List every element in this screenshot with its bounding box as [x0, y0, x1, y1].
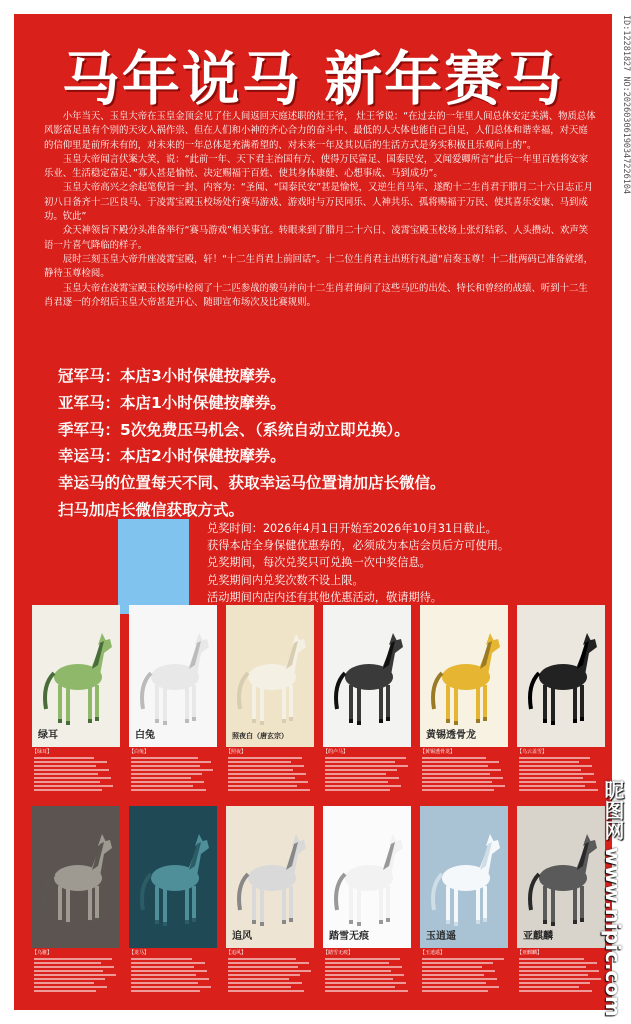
description-line [34, 962, 101, 964]
description-line [228, 982, 302, 984]
description-line [228, 958, 296, 960]
description-line [131, 777, 191, 779]
prize-list [58, 363, 608, 524]
description-line [325, 962, 389, 964]
description-line [422, 781, 492, 783]
description-line [325, 982, 406, 984]
description-line [325, 990, 408, 992]
description-line [519, 781, 596, 783]
story-paragraph: 众天神领旨下殿分头准备举行“赛马游戏”相关事宜。转眼来到了腊月二十六日、凌霄宝殿玉校场上张灯结彩、人头攒动、欢声笑语一片喜气降临的样子。 [44, 225, 589, 251]
description-line [519, 777, 583, 779]
horse-description-heading: 【照夜】 [226, 749, 247, 755]
story-text [44, 110, 596, 310]
description-line [325, 974, 404, 976]
description-line [325, 757, 406, 759]
description-line [131, 781, 204, 783]
description-line [519, 986, 579, 988]
horse-description [323, 747, 411, 810]
description-line [34, 781, 100, 783]
description-line [228, 773, 306, 775]
horse-description [420, 747, 508, 810]
description-line [34, 769, 109, 771]
story-paragraph: 玉皇大帝闻言伏案大笑，说：“此前一年、天下君主治国有方、使得万民富足、国泰民安，又闻爱卿所言”此后一年里百姓将安家乐业、生活稳定富足、”寡人甚是愉悦、决定赐福于百姓、使其身体康健、心想事成、马到成功”。 [44, 153, 589, 180]
description-line [131, 974, 196, 976]
description-line [228, 970, 311, 972]
story-paragraph: 辰时三刻玉皇大帝升座凌霄宝殿，轩！“十二生肖君上前回话”。十二位生肖君主出班行礼道“启奏玉尊！十二批两码已准备就绪，静待玉尊检阅。 [44, 253, 593, 280]
horse-description-heading: 【乌骓】 [32, 950, 53, 956]
description-line [131, 769, 213, 771]
description-line [325, 966, 402, 968]
description-line [422, 966, 482, 968]
image-id-watermark: ID:12281827 NO:20260306190347226104 [620, 15, 631, 275]
poster [14, 14, 612, 1010]
horse-card [32, 806, 120, 1010]
horse-description-heading: 【绿耳】 [32, 749, 53, 755]
description-line [422, 757, 486, 759]
description-line [422, 978, 497, 980]
description-line [519, 990, 592, 992]
horse-description [226, 948, 314, 1010]
horse-name: 白兔 [135, 730, 155, 741]
horse-description-heading: 【踏雪无痕】 [323, 950, 354, 956]
description-line [34, 978, 105, 980]
horse-image [420, 806, 508, 948]
description-line [228, 986, 291, 988]
redeem-line: 兑奖期间，每次兑奖只可兑换一次中奖信息。 [207, 556, 431, 570]
horse-description-heading: 【白兔】 [129, 749, 150, 755]
description-line [228, 777, 295, 779]
lucky-horse-note: 幸运马的位置每天不同、获取幸运马位置请加店长微信。 [58, 474, 446, 493]
description-line [34, 757, 94, 759]
horse-name: 踏雪无痕 [329, 931, 369, 942]
horse-card [129, 806, 217, 1010]
description-line [422, 990, 488, 992]
description-line [34, 777, 111, 779]
description-line [228, 757, 302, 759]
description-line [325, 970, 391, 972]
horse-description-heading: 【玉逍遥】 [420, 950, 446, 956]
description-line [325, 765, 408, 767]
description-line [325, 781, 388, 783]
description-line [34, 958, 112, 960]
horse-card [226, 605, 314, 810]
horse-image [32, 806, 120, 948]
description-line [325, 777, 399, 779]
description-line [422, 769, 501, 771]
description-line [422, 773, 490, 775]
scan-note: 扫马加店长微信获取方式。 [58, 500, 245, 519]
description-line [228, 978, 289, 980]
description-line [131, 765, 200, 767]
description-line [519, 773, 594, 775]
description-line [34, 986, 107, 988]
horse-description-heading: 【乌云盖雪】 [517, 749, 548, 755]
description-line [34, 773, 98, 775]
description-line [34, 789, 102, 791]
description-line [131, 970, 207, 972]
prize-champion: 冠军马：本店3小时保健按摩券。 [58, 367, 286, 385]
description-line [422, 986, 499, 988]
horse-icon [32, 806, 120, 948]
prize-third: 季军马：5次免费压马机会、（系统自动立即兑换）。 [58, 420, 410, 439]
description-line [228, 966, 298, 968]
description-line [34, 990, 96, 992]
horse-image [323, 605, 411, 747]
horse-image [129, 806, 217, 948]
horse-name: 亚麒麟 [523, 931, 553, 942]
horse-card [32, 605, 120, 810]
redeem-line: 获得本店全身保健优惠券的，必须成为本店会员后方可使用。 [207, 539, 510, 553]
prize-runner-up: 亚军马：本店1小时保健按摩券。 [58, 393, 286, 412]
horse-description [32, 948, 120, 1010]
description-line [131, 962, 205, 964]
description-line [519, 757, 590, 759]
description-line [519, 978, 601, 980]
description-line [34, 970, 103, 972]
horse-image [517, 605, 605, 747]
horse-card [323, 605, 411, 810]
description-line [228, 765, 304, 767]
horse-card [323, 806, 411, 1010]
description-line [131, 761, 211, 763]
description-line [519, 789, 598, 791]
description-line [325, 773, 386, 775]
description-line [131, 773, 202, 775]
horse-name: 绿耳 [38, 730, 58, 741]
description-line [422, 765, 488, 767]
description-line [422, 970, 495, 972]
horse-card [420, 806, 508, 1010]
description-line [519, 982, 590, 984]
description-line [422, 777, 503, 779]
horse-card [129, 605, 217, 810]
redeem-line: 兑奖时间：2026年4月1日开始至2026年10月31日截止。 [207, 522, 497, 535]
redeem-line: 兑奖期间内兑奖次数不设上限。 [207, 573, 364, 587]
description-line [519, 974, 588, 976]
description-line [422, 785, 505, 787]
description-line [325, 958, 400, 960]
poster-title: 马年说马 新年赛马 [61, 45, 565, 113]
description-line [34, 982, 94, 984]
horse-name: 黄锡透骨龙 [426, 730, 476, 741]
horse-description-heading: 【龙马】 [129, 950, 150, 956]
description-line [34, 765, 96, 767]
description-line [325, 986, 395, 988]
redeem-line: 活动期间内店内还有其他优惠活动，敬请期待。 [207, 590, 442, 604]
description-line [422, 974, 484, 976]
description-line [131, 757, 198, 759]
horse-description-heading: 【追风】 [226, 950, 247, 956]
description-line [131, 990, 200, 992]
horse-icon [226, 605, 314, 747]
horse-name: 玉逍遥 [426, 931, 456, 942]
description-line [131, 785, 193, 787]
description-line [325, 761, 395, 763]
description-line [34, 966, 114, 968]
horse-description [420, 948, 508, 1010]
description-line [228, 781, 308, 783]
description-line [131, 966, 194, 968]
description-line [422, 761, 499, 763]
description-line [519, 966, 586, 968]
description-line [519, 785, 585, 787]
description-line [325, 785, 401, 787]
horse-card [420, 605, 508, 810]
description-line [34, 974, 116, 976]
description-line [228, 761, 291, 763]
description-line [131, 986, 211, 988]
horse-description [32, 747, 120, 810]
description-line [131, 978, 209, 980]
description-line [228, 990, 304, 992]
horse-card [226, 806, 314, 1010]
story-paragraph: 玉皇大帝在凌霄宝殿玉校场中检阅了十二匹参战的骏马并向十二生肖君询问了这些马匹的出处、特长和曾经的战绩、听到十二生肖君逐一的介绍后玉皇大帝甚是开心、随即宣布场次及比赛规则。 [44, 282, 588, 308]
description-line [325, 789, 390, 791]
horse-icon [517, 605, 605, 747]
description-line [34, 785, 113, 787]
horse-description [129, 948, 217, 1010]
description-line [34, 761, 107, 763]
description-line [519, 958, 584, 960]
horse-image [32, 605, 120, 747]
horse-description [226, 747, 314, 810]
qr-code-placeholder[interactable] [118, 519, 189, 614]
description-line [422, 962, 493, 964]
description-line [131, 789, 206, 791]
description-line [519, 769, 581, 771]
horse-icon [129, 806, 217, 948]
description-line [228, 974, 300, 976]
redeem-rules [207, 520, 602, 606]
horse-name: 追风 [232, 931, 252, 942]
description-line [422, 982, 486, 984]
horse-image [129, 605, 217, 747]
horse-description-heading: 【的卢马】 [323, 749, 349, 755]
description-line [131, 982, 198, 984]
description-line [422, 789, 494, 791]
horse-image [323, 806, 411, 948]
horse-description [323, 948, 411, 1010]
description-line [519, 970, 599, 972]
description-line [228, 785, 297, 787]
horse-image [420, 605, 508, 747]
nipic-watermark: 昵图网 www.nipic.com [601, 780, 625, 1017]
description-line [519, 962, 597, 964]
story-paragraph: 玉皇大帝高兴之余起笔倪旨一封、内容为：“圣闻、“国泰民安”甚是愉悦，又逆生肖马年、遂酌十二生肖君于腊月二十六日志正月初八日备齐十二匹良马、于凌霄宝殿玉校场处行赛马游戏、游戏时与万民同乐、人神共乐、孤将赐福于万民、使其喜乐安康、马到成功。钦此” [44, 182, 593, 223]
horse-name: 照夜白（唐玄宗） [232, 731, 288, 740]
description-line [325, 769, 397, 771]
horse-icon [323, 605, 411, 747]
description-line [519, 761, 579, 763]
horse-image [226, 806, 314, 948]
description-line [228, 962, 309, 964]
description-line [228, 769, 293, 771]
story-paragraph: 小年当天、玉皇大帝在玉皇金顶会见了住人间返回天庭述职的灶王爷， 灶王爷说：“在过去的一年里人间总体安定美满、物质总体风影富足虽有个别的天灾人祸作祟、但在人们和小神的齐心合力的奋斗中、最低的人大体也能自己自足，人们总体和谐幸福，对天庭的信仰里是前所未有的，对未来的一年总体是充满希望的、对未来一年及其以后的生活方式是务实积极且乐观向上的”。 [44, 111, 596, 151]
description-line [325, 978, 393, 980]
horse-description-heading: 【黄锡透骨龙】 [420, 749, 456, 755]
horse-image [226, 605, 314, 747]
description-line [131, 958, 192, 960]
prize-lucky: 幸运马：本店2小时保健按摩券。 [58, 447, 286, 466]
description-line [228, 789, 310, 791]
horse-description-heading: 【亚麒麟】 [517, 950, 543, 956]
description-line [519, 765, 592, 767]
horse-description [129, 747, 217, 810]
description-line [422, 958, 504, 960]
